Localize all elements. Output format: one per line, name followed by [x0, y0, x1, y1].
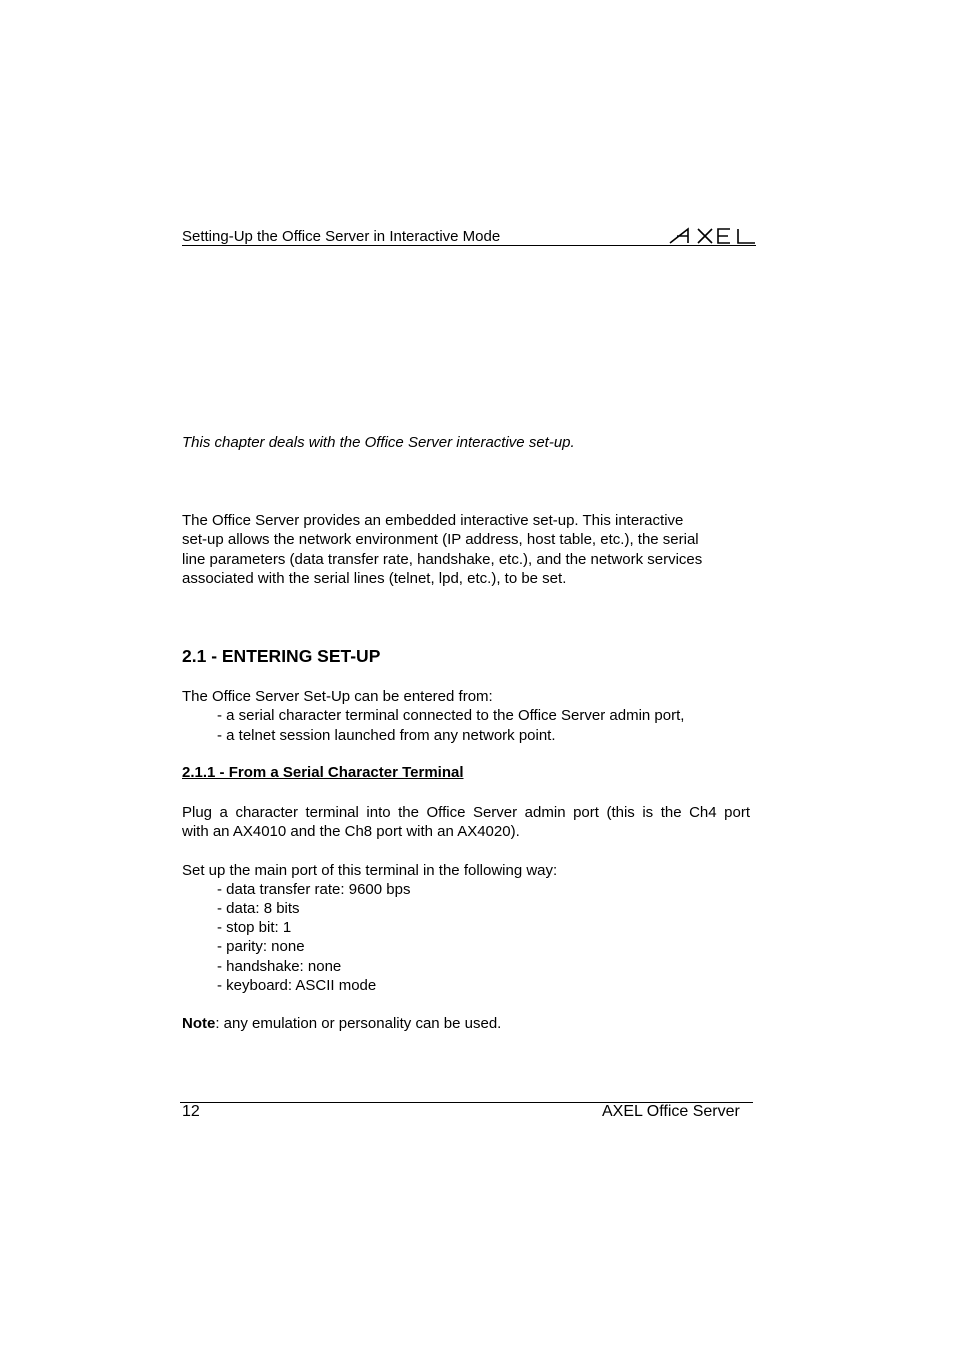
- setup-lead: Set up the main port of this terminal in the following way:: [182, 862, 558, 879]
- paragraph-line: Plug a character terminal into the Office Server admin port (this is the Ch4 port: [182, 804, 750, 821]
- paragraph-line: The Office Server provides an embedded interactive set-up. This interactive: [182, 512, 684, 529]
- note: [182, 1014, 501, 1033]
- paragraph-line: line parameters (data transfer rate, handshake, etc.), and the network services: [182, 550, 703, 568]
- running-header-title: Setting-Up the Office Server in Interactive Mode: [182, 228, 501, 245]
- chapter-intro: This chapter deals with the Office Server interactive set-up.: [182, 434, 575, 451]
- footer-title: AXEL Office Server: [602, 1103, 740, 1120]
- list-item: - keyboard: ASCII mode: [217, 977, 377, 994]
- list-item: - a telnet session launched from any network point.: [217, 727, 556, 744]
- note-text: : any emulation or personality can be used.: [215, 1015, 502, 1032]
- list-item: - parity: none: [217, 938, 305, 955]
- paragraph-line: set-up allows the network environment (IP address, host table, etc.), the serial: [182, 531, 699, 549]
- section-lead: The Office Server Set-Up can be entered from:: [182, 688, 493, 705]
- list-item: - stop bit: 1: [217, 919, 292, 936]
- paragraph-line: associated with the serial lines (telnet, lpd, etc.), to be set.: [182, 569, 567, 587]
- subsection-heading: 2.1.1 - From a Serial Character Terminal: [182, 764, 464, 781]
- list-item: - data transfer rate: 9600 bps: [217, 881, 411, 898]
- list-item: - a serial character terminal connected to the Office Server admin port,: [217, 707, 685, 724]
- note-label: Note: [182, 1015, 216, 1032]
- page-number: 12: [182, 1103, 200, 1120]
- axel-logo: [668, 224, 756, 246]
- plug-paragraph: [182, 803, 750, 842]
- paragraph-line: with an AX4010 and the Ch8 port with an AX4020).: [182, 823, 520, 841]
- list-item: - handshake: none: [217, 958, 342, 975]
- section-heading: 2.1 - ENTERING SET-UP: [182, 646, 381, 666]
- list-item: - data: 8 bits: [217, 900, 300, 917]
- intro-paragraph: [182, 511, 750, 588]
